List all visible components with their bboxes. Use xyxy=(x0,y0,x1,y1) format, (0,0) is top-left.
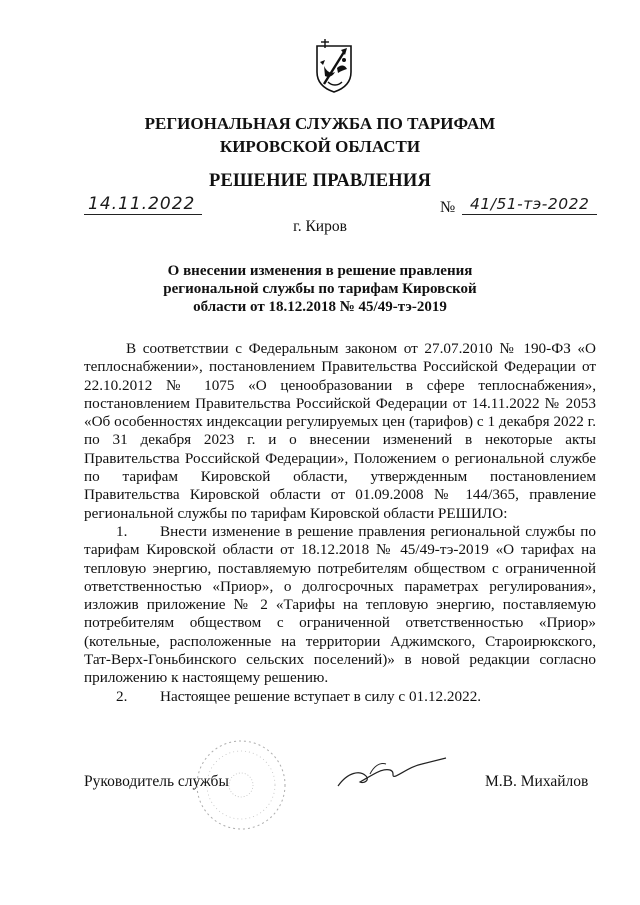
number-label: № xyxy=(440,199,456,216)
organization-name-line1: РЕГИОНАЛЬНАЯ СЛУЖБА ПО ТАРИФАМ xyxy=(144,114,496,133)
document-type-title: РЕШЕНИЕ ПРАВЛЕНИЯ xyxy=(208,171,432,191)
decision-body xyxy=(84,340,596,706)
decision-subject xyxy=(120,262,520,316)
item-1 xyxy=(84,523,596,688)
decision-date: 14.11.2022 xyxy=(88,194,196,214)
decision-number: 41/51-тэ-2022 xyxy=(470,195,590,213)
item-1-number: 1. xyxy=(116,522,128,540)
item-2-text: Настоящее решение вступает в силу с 01.12.2022. xyxy=(160,687,482,705)
date-underline xyxy=(84,214,202,215)
subject-line1: О внесении изменения в решение правления xyxy=(167,263,473,279)
organization-name-line2: КИРОВСКОЙ ОБЛАСТИ xyxy=(219,137,421,156)
item-2-number: 2. xyxy=(116,687,128,705)
preamble-paragraph: В соответствии с Федеральным законом от 27.07.2010 № 190-ФЗ «О теплоснабжении», постановлением Правительства Российской Федерации от 22.10.2012 № 1075 «О ценообразовании в сфере теплоснабжения», постановлением Правительства Российской Федерации от 14.11.2022 № 2053 «Об особенностях индексации регулируемых цен (тарифов) с 1 декабря 2022 г. по 31 декабря 2023 г. и о внесении изменений в некоторые акты Правительства Российской Федерации», Положением о региональной службе по тарифам Кировской области, утвержденным постановлением Правительства Кировской области от 01.09.2008 № 144/365, правление региональной службы по тарифам Кировской области РЕШИЛО: xyxy=(84,340,596,522)
city: г. Киров xyxy=(293,218,347,235)
handwritten-signature xyxy=(330,752,450,792)
number-underline xyxy=(462,214,597,215)
subject-line2: региональной службы по тарифам Кировской xyxy=(163,281,477,297)
signatory-name: М.В. Михайлов xyxy=(485,773,589,790)
signatory-role: Руководитель службы xyxy=(84,773,229,790)
coat-of-arms-icon xyxy=(311,38,357,94)
subject-line3: области от 18.12.2018 № 45/49-тэ-2019 xyxy=(193,299,447,315)
item-1-text: Внести изменение в решение правления региональной службы по тарифам Кировской области от 18.12.2018 № 45/49-тэ-2019 «О тарифах на тепловую энергию, поставляемую потребителям обществом с ограниченной ответственностью «Приор», о долгосрочных параметрах регулирования», изложив приложение № 2 «Тарифы на тепловую энергию, поставляемую потребителям обществом с ограниченной ответственностью «Приор» (котельные, расположенные на территории Аджимского, Староирюкского, Тат-Верх-Гоньбинского сельских поселений)» в новой редакции согласно приложению к настоящему решению. xyxy=(84,522,596,687)
item-2 xyxy=(84,688,596,706)
